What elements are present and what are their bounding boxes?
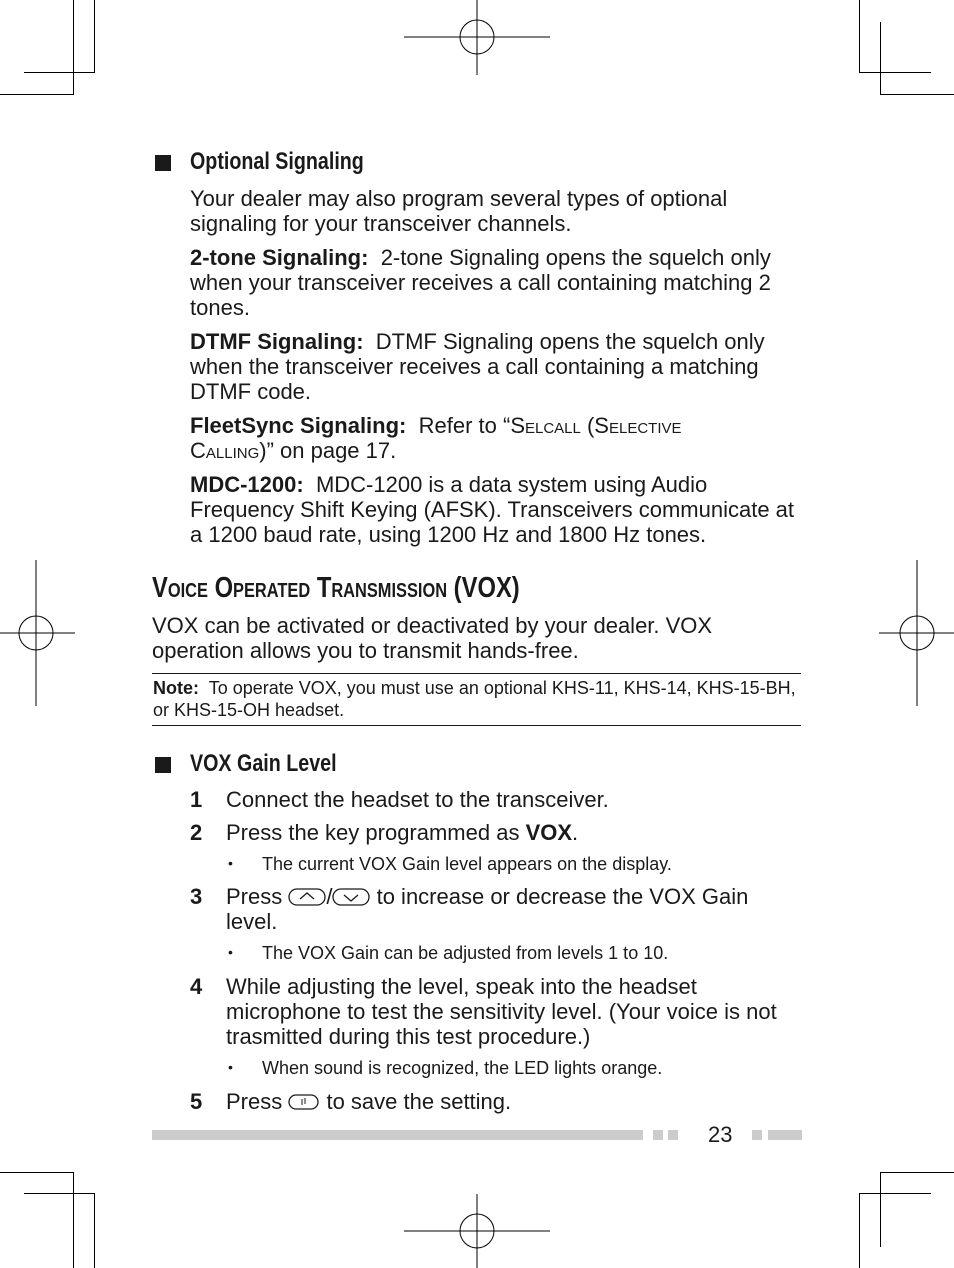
step-text-post: to increase or decrease the VOX Gain level. (226, 884, 749, 934)
step-number: 3 (190, 884, 203, 909)
registration-target-icon (404, 1194, 550, 1268)
signaling-term: FleetSync Signaling: (190, 413, 407, 438)
note-label: Note: (153, 678, 199, 698)
step-subnote: The current VOX Gain level appears on the display. (262, 854, 672, 874)
step-text-pre: Press (226, 1089, 289, 1114)
crop-mark-icon (880, 22, 881, 95)
section-heading: VOX Gain Level (190, 750, 337, 777)
crop-mark-icon (24, 1193, 94, 1194)
signaling-desc: MDC-1200 is a data system using Audio Frequency Shift Keying (AFSK). Transceivers communicate at a 1200 baud rate, using 1200 Hz and 1800 Hz tones. (190, 472, 795, 547)
crop-mark-icon (73, 1172, 74, 1268)
section-heading: Optional Signaling (190, 148, 364, 175)
registration-target-icon (404, 0, 550, 75)
step-text-post: to save the setting. (320, 1089, 512, 1114)
crop-mark-icon (859, 72, 931, 73)
crop-mark-icon (880, 1172, 881, 1247)
step-text-pre: Press the key programmed as (226, 820, 526, 845)
note-box (153, 677, 798, 721)
footer-square (653, 1130, 663, 1140)
down-key-icon (332, 887, 370, 907)
signaling-desc: 2-tone Signaling opens the squelch only when your transceiver receives a call containing matching 2 tones. (190, 245, 771, 320)
crop-mark-icon (880, 94, 954, 95)
bullet-dot-icon: • (228, 1059, 233, 1075)
signaling-term: DTMF Signaling: (190, 329, 364, 354)
registration-target-icon (0, 560, 75, 706)
step-number: 5 (190, 1089, 203, 1114)
bullet-dot-icon: • (228, 944, 233, 960)
note-bottom-rule (152, 725, 801, 726)
step-text (226, 1089, 786, 1114)
signaling-desc-pre: Refer to “ (418, 413, 511, 438)
bullet-dot-icon: • (228, 855, 233, 871)
intro-paragraph: Your dealer may also program several types of optional signaling for your transceiver channels. (190, 186, 728, 236)
section-bullet-icon (155, 757, 171, 773)
up-key-icon (288, 887, 326, 907)
signaling-item (190, 472, 805, 547)
note-top-rule (152, 673, 801, 674)
crop-mark-icon (859, 1193, 860, 1268)
step-text (226, 820, 786, 845)
crop-mark-icon (880, 1172, 954, 1173)
footer-bar (152, 1130, 643, 1140)
note-text: To operate VOX, you must use an optional KHS-11, KHS-14, KHS-15-BH, or KHS-15-OH headset. (153, 678, 796, 720)
step-text-post: . (572, 820, 579, 845)
registration-target-icon (879, 560, 954, 706)
signaling-term: MDC-1200: (190, 472, 304, 497)
footer-bar (768, 1130, 802, 1140)
page-number: 23 (708, 1122, 733, 1147)
section-bullet-icon (155, 155, 171, 171)
step-number: 1 (190, 787, 203, 812)
key-separator: / (326, 884, 333, 909)
page-reference: Selcall (Selective Calling) (190, 413, 682, 463)
crop-mark-icon (859, 0, 860, 73)
key-name: VOX (525, 820, 573, 845)
crop-mark-icon (73, 0, 74, 95)
signaling-term: 2-tone Signaling: (190, 245, 369, 270)
step-subnote: When sound is recognized, the LED lights orange. (262, 1058, 663, 1078)
step-subnote: The VOX Gain can be adjusted from levels 1 to 10. (262, 943, 669, 963)
side-key-icon (288, 1092, 320, 1112)
crop-mark-icon (859, 1193, 931, 1194)
step-text-pre: Press (226, 884, 289, 909)
signaling-item (190, 413, 750, 463)
vox-intro: VOX can be activated or deactivated by your dealer. VOX operation allows you to transmit hands-free. (152, 613, 713, 663)
section-title: Voice Operated Transmission (VOX) (152, 572, 520, 604)
step-text (226, 884, 786, 934)
signaling-desc: DTMF Signaling opens the squelch only when the transceiver receives a call containing a matching DTMF code. (190, 329, 765, 404)
signaling-item (190, 245, 790, 320)
signaling-desc-post: ” on page 17. (266, 438, 397, 463)
step-text: Connect the headset to the transceiver. (226, 787, 609, 812)
crop-mark-icon (24, 72, 94, 73)
step-text: While adjusting the level, speak into the headset microphone to test the sensitivity level. (Your voice is not trasmitted during this test procedure.) (226, 974, 777, 1049)
crop-mark-icon (0, 1172, 74, 1173)
footer-square (752, 1130, 762, 1140)
step-number: 4 (190, 974, 203, 999)
step-number: 2 (190, 820, 203, 845)
crop-mark-icon (94, 1193, 95, 1268)
footer-square (668, 1130, 678, 1140)
signaling-item (190, 329, 800, 404)
crop-mark-icon (94, 0, 95, 73)
crop-mark-icon (0, 94, 74, 95)
